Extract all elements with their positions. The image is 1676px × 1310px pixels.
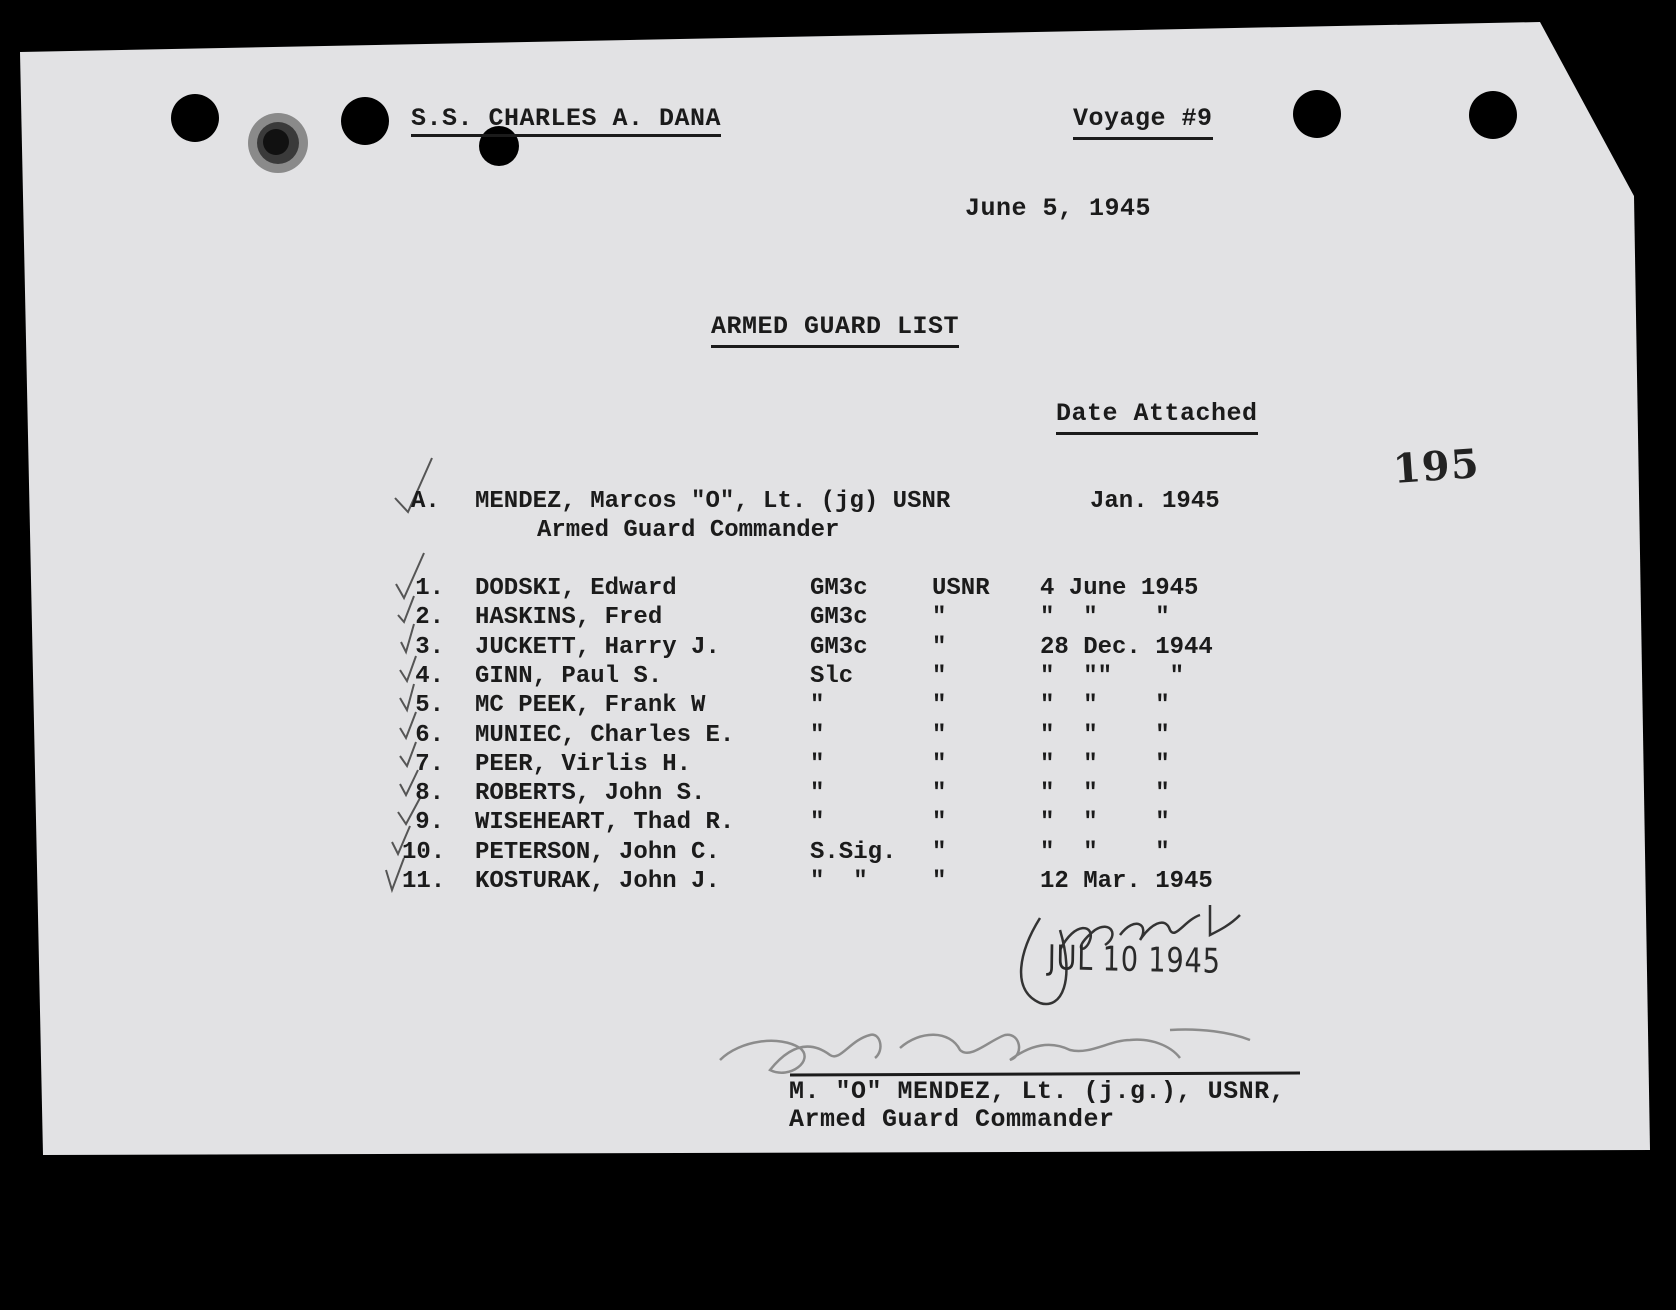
signature-line (790, 1073, 1300, 1075)
row-number: 6. (415, 721, 444, 749)
crew-name: WISEHEART, Thad R. (475, 809, 735, 837)
crew-date: " " " (1040, 604, 1170, 632)
row-number: 7. (415, 750, 444, 778)
crew-rate: " (810, 809, 825, 837)
column-header-date-attached: Date Attached (1056, 401, 1258, 435)
crew-date: " " " (1040, 692, 1170, 720)
crew-date: " " " (1040, 780, 1170, 808)
crew-rate: " (810, 721, 825, 749)
row-number: 10. (402, 838, 446, 866)
crew-date: " " " (1040, 721, 1170, 749)
crew-name: PETERSON, John C. (475, 838, 720, 866)
row-number: 5. (415, 692, 444, 720)
crew-service: USNR (932, 575, 990, 602)
crew-service: " (932, 868, 947, 895)
crew-row (0, 750, 1676, 781)
crew-date: " " " (1040, 838, 1170, 866)
punch-hole (1293, 90, 1341, 138)
commander-name: MENDEZ, Marcos "O", Lt. (jg) USNR (475, 488, 951, 515)
row-number: 2. (415, 604, 444, 632)
crew-name: MUNIEC, Charles E. (475, 721, 735, 749)
crew-service: " (932, 721, 947, 749)
crew-name: JUCKETT, Harry J. (475, 633, 720, 661)
crew-name: GINN, Paul S. (475, 662, 663, 690)
crew-date: " " " (1040, 809, 1170, 837)
row-number: 1. (415, 575, 444, 602)
crew-rate: Slc (810, 662, 854, 690)
crew-name: ROBERTS, John S. (475, 780, 706, 808)
crew-name: MC PEEK, Frank W (475, 692, 706, 720)
crew-rate: " (810, 750, 825, 778)
crew-service: " (932, 633, 947, 661)
grommet-hole (263, 129, 289, 155)
crew-service: " (932, 604, 947, 632)
crew-rate: S.Sig. (810, 838, 897, 866)
crew-row (0, 838, 1676, 869)
row-number: 9. (415, 809, 444, 837)
commander-role: Armed Guard Commander (537, 517, 840, 544)
commander-date: Jan. 1945 (1090, 488, 1220, 515)
crew-row (0, 633, 1676, 664)
crew-date: 4 June 1945 (1040, 575, 1199, 602)
received-date-stamp: JUL 10 1945 (1047, 938, 1221, 982)
crew-name: HASKINS, Fred (475, 604, 663, 632)
commander-row (0, 490, 1676, 518)
crew-row (0, 721, 1676, 752)
crew-rate: " (810, 780, 825, 808)
crew-date: 28 Dec. 1944 (1040, 633, 1213, 661)
crew-date: 12 Mar. 1945 (1040, 868, 1213, 895)
crew-rate: " " (810, 868, 868, 895)
row-number: 4. (415, 662, 444, 690)
crew-row (0, 577, 1676, 605)
crew-row (0, 870, 1676, 898)
crew-service: " (932, 809, 947, 837)
crew-name: KOSTURAK, John J. (475, 868, 720, 895)
crew-rate: GM3c (810, 575, 868, 602)
crew-row (0, 811, 1676, 839)
crew-date: " " " (1040, 750, 1170, 778)
crew-row (0, 782, 1676, 810)
signature-title: Armed Guard Commander (789, 1105, 1115, 1134)
crew-rate: GM3c (810, 604, 868, 632)
punch-hole (171, 94, 219, 142)
commander-role-row (0, 519, 1676, 547)
commander-letter: A. (411, 488, 440, 515)
crew-row (0, 694, 1676, 722)
row-number: 3. (415, 633, 444, 661)
crew-service: " (932, 692, 947, 720)
crew-name: PEER, Virlis H. (475, 750, 692, 778)
punch-hole (1469, 91, 1517, 139)
row-number: 8. (415, 780, 444, 808)
crew-rate: " (810, 692, 825, 720)
crew-name: DODSKI, Edward (475, 575, 677, 602)
document-date: June 5, 1945 (965, 194, 1152, 223)
crew-date: " "" " (1040, 662, 1185, 690)
crew-row (0, 606, 1676, 634)
signature-name: M. "O" MENDEZ, Lt. (j.g.), USNR, (789, 1077, 1286, 1106)
page-title: ARMED GUARD LIST (711, 314, 959, 348)
voyage-number: Voyage #9 (1073, 106, 1213, 140)
crew-service: " (932, 780, 947, 808)
crew-rate: GM3c (810, 633, 868, 661)
row-number: 11. (402, 868, 446, 895)
crew-service: " (932, 750, 947, 778)
crew-row (0, 662, 1676, 693)
punch-hole (341, 97, 389, 145)
crew-service: " (932, 662, 947, 690)
page-number: 195 (1391, 440, 1482, 493)
ship-name: S.S. CHARLES A. DANA (411, 106, 721, 137)
crew-service: " (932, 838, 947, 866)
